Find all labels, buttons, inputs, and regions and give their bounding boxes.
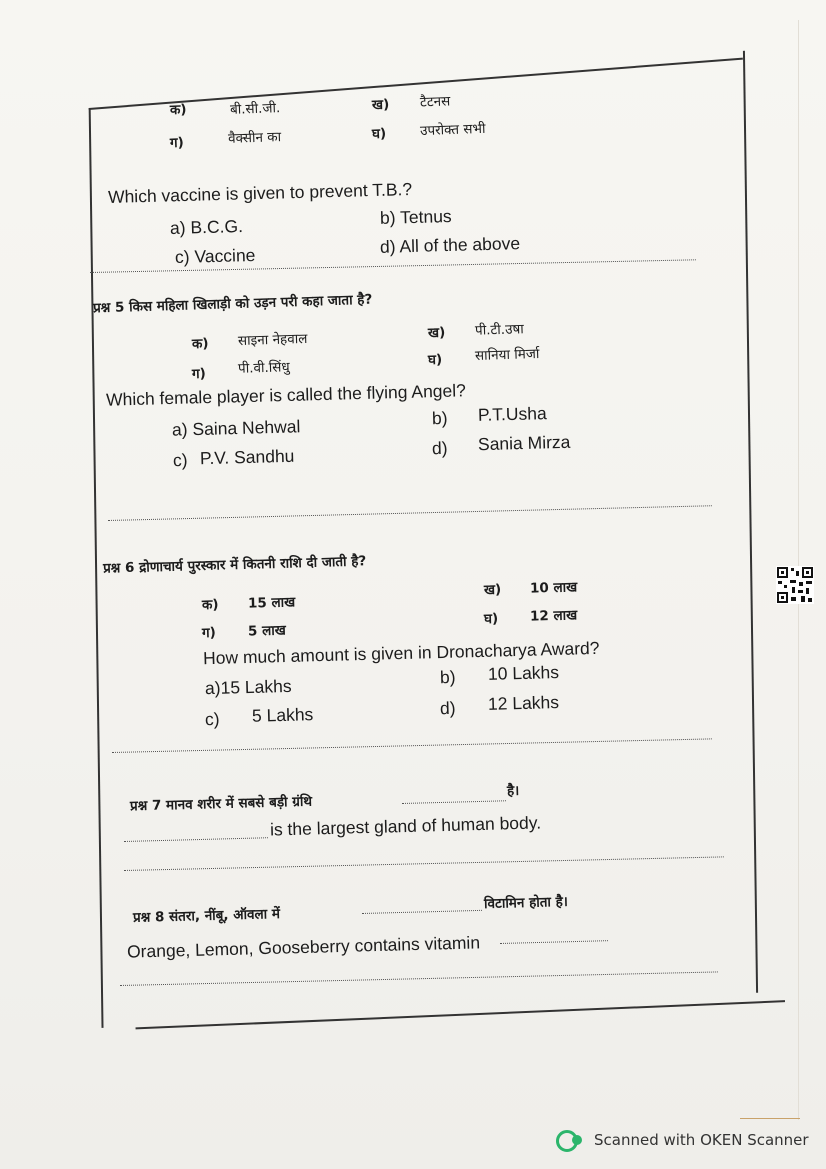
box-border-left bbox=[89, 108, 103, 1028]
q5-question-hi: प्रश्न 5 किस महिला खिलाड़ी को उड़न परी कहा जाता है? bbox=[92, 291, 373, 317]
q6-en-opt-c: 5 Lakhs bbox=[251, 704, 314, 726]
q6-hi-opt-b: 10 लाख bbox=[529, 579, 578, 597]
q4-hi-opt-b-label: ख) bbox=[371, 96, 390, 114]
q5-en-opt-c: P.V. Sandhu bbox=[199, 445, 295, 469]
q8-question-hi-end: विटामिन होता है। bbox=[483, 893, 569, 913]
q4-question-en: Which vaccine is given to prevent T.B.? bbox=[107, 179, 413, 207]
q5-hi-opt-d: सानिया मिर्जा bbox=[474, 345, 540, 365]
q5-hi-opt-a-label: क) bbox=[191, 335, 209, 353]
q4-hi-opt-d: उपरोक्त सभी bbox=[419, 120, 486, 140]
q6-hi-opt-c: 5 लाख bbox=[247, 622, 287, 640]
q4-en-opt-a: a) B.C.G. bbox=[169, 216, 244, 238]
q4-hi-opt-c-label: ग) bbox=[169, 134, 185, 152]
q6-hi-opt-d: 12 लाख bbox=[529, 607, 578, 625]
q5-hi-opt-c: पी.वी.सिंधु bbox=[237, 359, 290, 377]
q6-question-hi: प्रश्न 6 द्रोणाचार्य पुरस्कार में कितनी राशि दी जाती है? bbox=[102, 553, 367, 577]
q8-question-hi: प्रश्न 8 संतरा, नींबू, ऑवला में bbox=[132, 906, 281, 926]
q4-hi-opt-c: वैक्सीन का bbox=[227, 129, 282, 147]
q6-en-opt-d-label: d) bbox=[439, 697, 456, 719]
box-border-top bbox=[89, 58, 743, 110]
q5-en-opt-a: a) Saina Nehwal bbox=[171, 416, 301, 440]
q4-en-opt-c: c) Vaccine bbox=[174, 244, 256, 268]
q6-question-en: How much amount is given in Dronacharya Award? bbox=[202, 637, 600, 669]
q4-en-opt-b: b) Tetnus bbox=[379, 206, 452, 228]
q7-question-hi-end: है। bbox=[506, 782, 520, 800]
q4-hi-opt-a: बी.सी.जी. bbox=[229, 100, 281, 118]
q6-en-opt-b: 10 Lakhs bbox=[487, 662, 560, 684]
q7-question-en: is the largest gland of human body. bbox=[269, 812, 542, 840]
q5-hi-opt-d-label: घ) bbox=[427, 351, 443, 369]
q4-hi-opt-a-label: क) bbox=[169, 101, 187, 119]
q6-hi-opt-a: 15 लाख bbox=[247, 594, 296, 612]
q5-en-opt-d-label: d) bbox=[431, 437, 448, 459]
box-border-right bbox=[743, 51, 758, 993]
q6-en-opt-b-label: b) bbox=[439, 666, 456, 688]
watermark-text: Scanned with OKEN Scanner bbox=[594, 1131, 809, 1149]
q6-en-opt-a: a)15 Lakhs bbox=[204, 675, 292, 699]
q5-en-opt-d: Sania Mirza bbox=[477, 431, 571, 455]
q6-hi-opt-d-label: घ) bbox=[483, 610, 499, 628]
q6-hi-opt-c-label: ग) bbox=[201, 624, 217, 642]
q4-hi-opt-d-label: घ) bbox=[371, 125, 387, 143]
q6-hi-opt-a-label: क) bbox=[201, 596, 219, 614]
q6-hi-opt-b-label: ख) bbox=[483, 581, 502, 599]
box-border-bottom bbox=[136, 1000, 785, 1029]
q4-hi-opt-b: टैटनस bbox=[419, 93, 451, 111]
q4-en-opt-d: d) All of the above bbox=[379, 233, 521, 257]
q5-hi-opt-a: साइना नेहवाल bbox=[237, 330, 308, 350]
q5-en-opt-c-label: c) bbox=[172, 449, 188, 471]
q5-hi-opt-b-label: ख) bbox=[427, 324, 446, 342]
q5-hi-opt-c-label: ग) bbox=[191, 365, 207, 383]
q5-en-opt-b: P.T.Usha bbox=[477, 403, 547, 425]
page-edge-bottom bbox=[740, 1118, 800, 1119]
q6-en-opt-c-label: c) bbox=[204, 708, 220, 730]
q5-en-opt-b-label: b) bbox=[431, 407, 448, 429]
q5-hi-opt-b: पी.टी.उषा bbox=[474, 321, 525, 339]
q7-question-hi: प्रश्न 7 मानव शरीर में सबसे बड़ी ग्रंथि bbox=[129, 793, 313, 815]
q8-question-en: Orange, Lemon, Gooseberry contains vitamin bbox=[126, 932, 481, 962]
oken-logo-icon bbox=[556, 1130, 582, 1152]
q5-question-en: Which female player is called the flying Angel? bbox=[105, 380, 467, 410]
qr-code-icon bbox=[776, 566, 814, 604]
q6-en-opt-d: 12 Lakhs bbox=[487, 692, 560, 714]
